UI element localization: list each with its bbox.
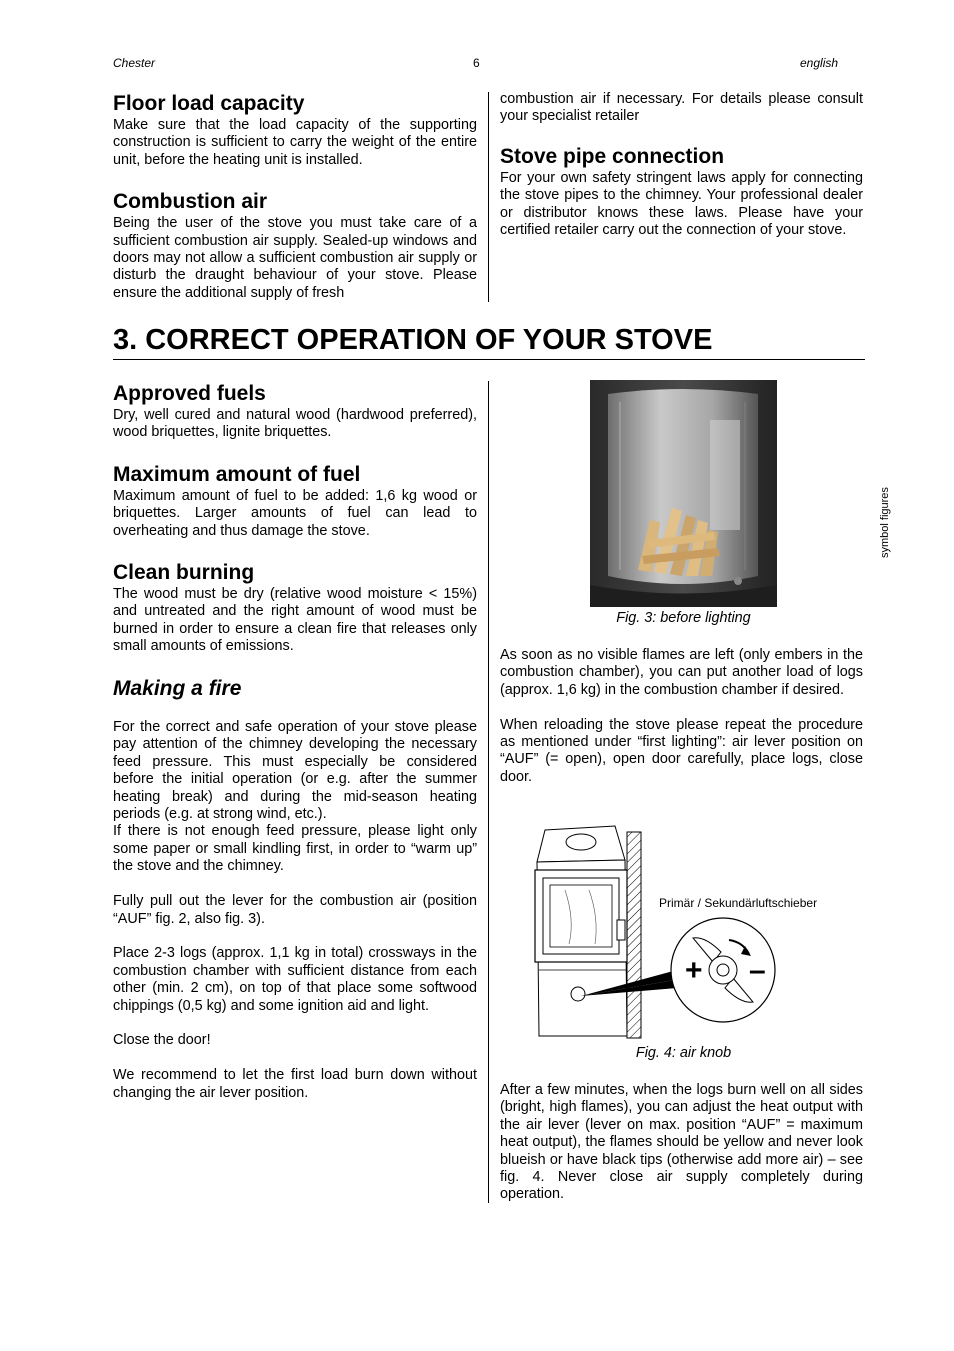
air-knob-diagram: [525, 820, 845, 1040]
reload-para-1: As soon as no visible flames are left (only embers in the combustion chamber), you can put another load of logs (approx. 1,6 kg) in the combustion chamber if desired.: [500, 647, 863, 698]
making-fire-para-3: Fully pull out the lever for the combustion air (position “AUF” fig. 2, also fig. 3).: [113, 893, 477, 927]
lower-right-column-lower: [500, 1082, 863, 1204]
combustion-air-text: Being the user of the stove you must take care of a sufficient combustion air supply. Sealed-up windows and doors may not allow a sufficient combustion air supply or disturb the draught behaviour of your stove. Please ensure the additional supply of fresh: [113, 215, 477, 301]
column-divider-top: [488, 92, 489, 302]
chapter-title: 3. CORRECT OPERATION OF YOUR STOVE: [113, 322, 865, 360]
column-divider-bottom: [488, 381, 489, 1203]
header-left: Chester: [113, 56, 156, 70]
making-fire-heading: Making a fire: [113, 676, 242, 700]
fig4-caption: Fig. 4: air knob: [635, 1045, 732, 1061]
approved-fuels-heading: Approved fuels: [113, 382, 266, 405]
reload-para-2: When reloading the stove please repeat the procedure as mentioned under “first lighting”: air lever position on “AUF” (= open), open door carefully, place logs, close door.: [500, 716, 863, 785]
combustion-air-heading: Combustion air: [113, 190, 268, 214]
side-label: symbol figures: [879, 487, 891, 558]
making-fire-para-1: For the correct and safe operation of your stove please pay attention of the chimney developing the necessary feed pressure. This must especially be considered before the initial operation (or e.g. after the summer heating break) and during the mid-season heating periods (e.g. at strong wind, etc.).: [113, 719, 477, 823]
lower-left-column: [113, 381, 477, 1102]
floor-load-heading: Floor load capacity: [113, 92, 305, 115]
top-left-column: [113, 91, 477, 302]
making-fire-para-5: Close the door!: [113, 1032, 211, 1049]
making-fire-para-6: We recommend to let the first load burn down without changing the air lever position.: [113, 1067, 477, 1101]
lower-right-column-upper: [500, 647, 863, 786]
stove-pipe-text: For your own safety stringent laws apply for connecting the stove pipes to the chimney. Your professional dealer or distributor knows these laws. Please have your certified retailer carry out the connection of your stove.: [500, 169, 863, 239]
clean-burning-text: The wood must be dry (relative wood moisture < 15%) and untreated and the right amount of wood must be burned in order to ensure a clean fire that releases only small amounts of emissions.: [113, 586, 477, 655]
max-fuel-heading: Maximum amount of fuel: [113, 462, 361, 486]
clean-burning-heading: Clean burning: [113, 561, 255, 585]
plus-sign: +: [685, 954, 703, 987]
header-right: english: [800, 56, 839, 70]
air-slider-label: Primär / Sekundärluftschieber: [659, 896, 818, 910]
top-right-column: [500, 91, 863, 239]
page-number: 6: [473, 56, 480, 70]
combustion-air-continued: combustion air if necessary. For details please consult your specialist retailer: [500, 91, 863, 125]
stove-photo: [590, 380, 777, 607]
making-fire-para-4: Place 2-3 logs (approx. 1,1 kg in total) crossways in the combustion chamber with sufficient distance from each other (min. 2 cm), on top of that place some softwood chippings (0,5 kg) and some ignition aid and light.: [113, 945, 477, 1014]
approved-fuels-text: Dry, well cured and natural wood (hardwood preferred), wood briquettes, lignite briquettes.: [113, 407, 477, 441]
minus-sign: –: [749, 954, 766, 987]
fig3-caption: Fig. 3: before lighting: [616, 610, 751, 626]
max-fuel-text: Maximum amount of fuel to be added: 1,6 kg wood or briquettes. Larger amounts of fuel can lead to overheating and thus damage the stove.: [113, 487, 477, 539]
stove-pipe-heading: Stove pipe connection: [500, 144, 725, 168]
floor-load-text: Make sure that the load capacity of the supporting construction is sufficient to carry the weight of the entire unit, before the heating unit is installed.: [113, 117, 477, 168]
adjust-heat-para: After a few minutes, when the logs burn well on all sides (bright, high flames), you can adjust the heat output with the air lever (lever on max. position “AUF” = maximum heat output), the flames should be yellow and never look blueish or have black tips (otherwise add more air) – see fig. 4. Never close air supply completely during operation.: [500, 1082, 863, 1203]
making-fire-para-2: If there is not enough feed pressure, please light only some paper or small kindling first, in order to “warm up” the stove and the chimney.: [113, 823, 477, 875]
